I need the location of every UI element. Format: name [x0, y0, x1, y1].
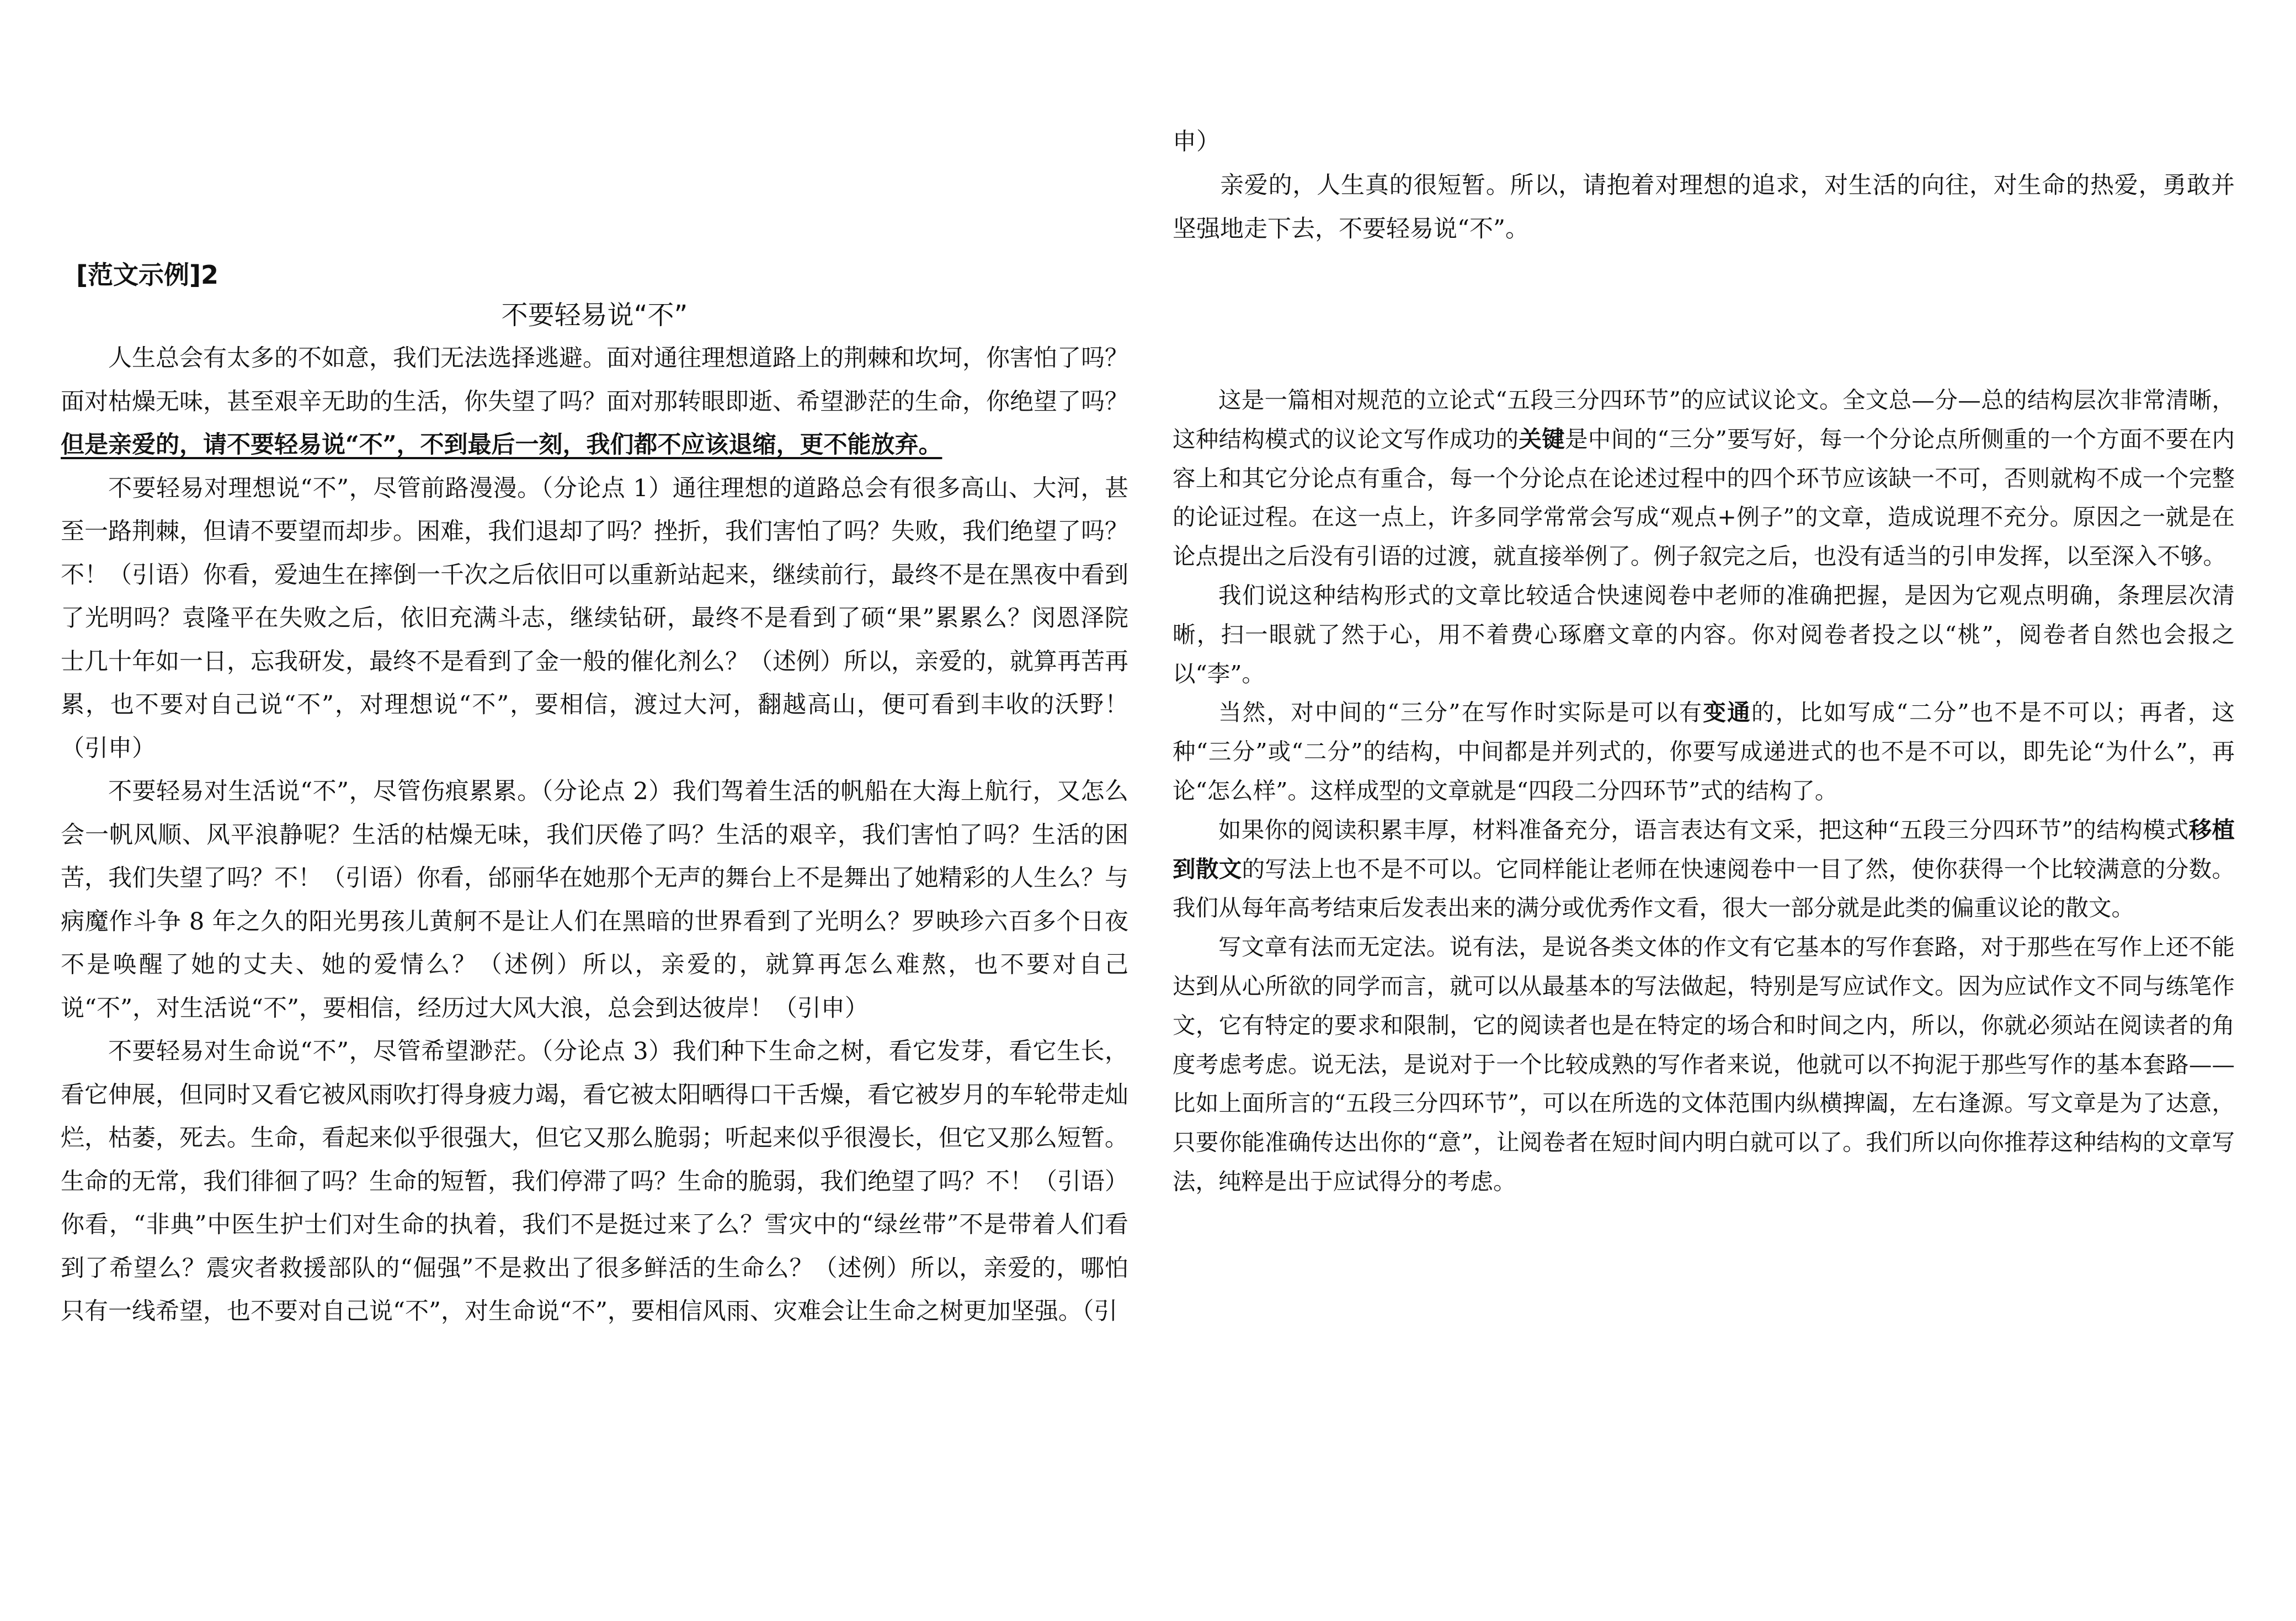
commentary-1-part-a: 这是一篇相对规范的立论式“五段三分四环节”的应试议论文。全文总—分—总的结构层次非常清晰，这种结构模式的议论文写作成功的	[1173, 386, 2235, 453]
essay-body	[61, 337, 1128, 1333]
continuation-text: 申）	[1173, 128, 1220, 156]
keyword-transplant: 移植到散文	[1173, 816, 2235, 883]
commentary-paragraph-2: 我们说这种结构形式的文章比较适合快速阅卷中老师的准确把握，是因为它观点明确，条理层次清晰，扫一眼就了然于心，用不着费心琢磨文章的内容。你对阅卷者投之以“桃”，阅卷者自然也会报之以“李”。	[1173, 581, 2235, 687]
commentary-paragraph-1	[1173, 381, 2235, 576]
commentary-4-part-a: 如果你的阅读积累丰厚，材料准备充分，语言表达有文采，把这种“五段三分四环节”的结构模式	[1218, 816, 2189, 843]
intro-paragraph	[61, 337, 1128, 467]
commentary-3-part-a: 当然，对中间的“三分”在写作时实际是可以有	[1218, 699, 1703, 726]
argument-paragraph-1: 不要轻易对理想说“不”，尽管前路漫漫。（分论点 1）通往理想的道路总会有很多高山、大河，甚至一路荆棘，但请不要望而却步。困难，我们退却了吗？挫折，我们害怕了吗？失败，我们绝望了吗？不！（引语）你看，爱迪生在摔倒一千次之后依旧可以重新站起来，继续前行，最终不是在黑夜中看到了光明吗？袁隆平在失败之后，依旧充满斗志，继续钻研，最终不是看到了硕“果”累累么？闵恩泽院士几十年如一日，忘我研发，最终不是看到了金一般的催化剂么？（述例）所以，亲爱的，就算再苦再累，也不要对自己说“不”，对理想说“不”，要相信，渡过大河，翻越高山，便可看到丰收的沃野！（引申）	[61, 474, 1128, 762]
argument-paragraph-3: 不要轻易对生命说“不”，尽管希望渺茫。（分论点 3）我们种下生命之树，看它发芽，看它生长，看它伸展，但同时又看它被风雨吹打得身疲力竭，看它被太阳晒得口干舌燥，看它被岁月的车轮带走灿烂，枯萎，死去。生命，看起来似乎很强大，但它又那么脆弱；听起来似乎很漫长，但它又那么短暂。生命的无常，我们徘徊了吗？生命的短暂，我们停滞了吗？生命的脆弱，我们绝望了吗？不！（引语）你看，“非典”中医生护士们对生命的执着，我们不是挺过来了么？雪灾中的“绿丝带”不是带着人们看到了希望么？震灾者救援部队的“倔强”不是救出了很多鲜活的生命么？（述例）所以，亲爱的，哪怕只有一线希望，也不要对自己说“不”，对生命说“不”，要相信风雨、灾难会让生命之树更加坚强。（引	[61, 1038, 1128, 1325]
argument-paragraph-2: 不要轻易对生活说“不”，尽管伤痕累累。（分论点 2）我们驾着生活的帆船在大海上航行，又怎么会一帆风顺、风平浪静呢？生活的枯燥无味，我们厌倦了吗？生活的艰辛，我们害怕了吗？生活的困苦，我们失望了吗？不！（引语）你看，邰丽华在她那个无声的舞台上不是舞出了她精彩的人生么？与病魔作斗争 8 年之久的阳光男孩儿黄舸不是让人们在黑暗的世界看到了光明么？罗映珍六百多个日夜不是唤醒了她的丈夫、她的爱情么？（述例）所以，亲爱的，就算再怎么难熬，也不要对自己说“不”，对生活说“不”，要相信，经历过大风大浪，总会到达彼岸！（引申）	[61, 778, 1128, 1022]
essay-title: 不要轻易说“不”	[501, 300, 688, 331]
commentary-text	[1173, 381, 2235, 1202]
conclusion-paragraph: 亲爱的，人生真的很短暂。所以，请抱着对理想的追求，对生活的向往，对生命的热爱，勇敢并坚强地走下去，不要轻易说“不”。	[1173, 172, 2235, 243]
commentary-3-part-b: 的，比如写成“二分”也不是不可以；再者，这种“三分”或“二分”的结构，中间都是并列式的，你要写成递进式的也不是不可以，即先论“为什么”，再论“怎么样”。这样成型的文章就是“四段二分四环节”式的结构了。	[1173, 699, 2235, 804]
intro-text: 人生总会有太多的不如意，我们无法选择逃避。面对通往理想道路上的荆棘和坎坷，你害怕了吗？面对枯燥无味，甚至艰辛无助的生活，你失望了吗？面对那转眼即逝、希望渺茫的生命，你绝望了吗？	[61, 344, 1128, 416]
commentary-paragraph-4	[1173, 811, 2235, 928]
essay-ending	[1173, 120, 2235, 251]
commentary-4-part-b: 的写法上也不是不可以。它同样能让老师在快速阅卷中一目了然，使你获得一个比较满意的分数。我们从每年高考结束后发表出来的满分或优秀作文看，很大一部分就是此类的偏重议论的散文。	[1173, 855, 2235, 922]
section-heading: [范文示例]2	[76, 260, 219, 290]
thesis-statement: 但是亲爱的，请不要轻易说“不”，不到最后一刻，我们都不应该退缩，更不能放弃。	[61, 431, 942, 459]
keyword-key: 关键	[1519, 425, 1565, 453]
commentary-1-part-b: 是中间的“三分”要写好，每一个分论点所侧重的一个方面不要在内容上和其它分论点有重合，每一个分论点在论述过程中的四个环节应该缺一不可，否则就构不成一个完整的论证过程。在这一点上，许多同学常常会写成“观点+例子”的文章，造成说理不充分。原因之一就是在论点提出之后没有引语的过渡，就直接举例了。例子叙完之后，也没有适当的引申发挥，以至深入不够。	[1173, 425, 2235, 570]
commentary-paragraph-3	[1173, 693, 2235, 810]
commentary-paragraph-5: 写文章有法而无定法。说有法，是说各类文体的作文有它基本的写作套路，对于那些在写作上还不能达到从心所欲的同学而言，就可以从最基本的写法做起，特别是写应试作文。因为应试作文不同与练笔作文，它有特定的要求和限制，它的阅读者也是在特定的场合和时间之内，所以，你就必须站在阅读者的角度考虑考虑。说无法，是说对于一个比较成熟的写作者来说，他就可以不拘泥于那些写作的基本套路——比如上面所言的“五段三分四环节”，可以在所选的文体范围内纵横捭阖，左右逢源。写文章是为了达意，只要你能准确传达出你的“意”，让阅卷者在短时间内明白就可以了。我们所以向你推荐这种结构的文章写法，纯粹是出于应试得分的考虑。	[1173, 933, 2235, 1195]
keyword-flexibility: 变通	[1703, 699, 1751, 726]
